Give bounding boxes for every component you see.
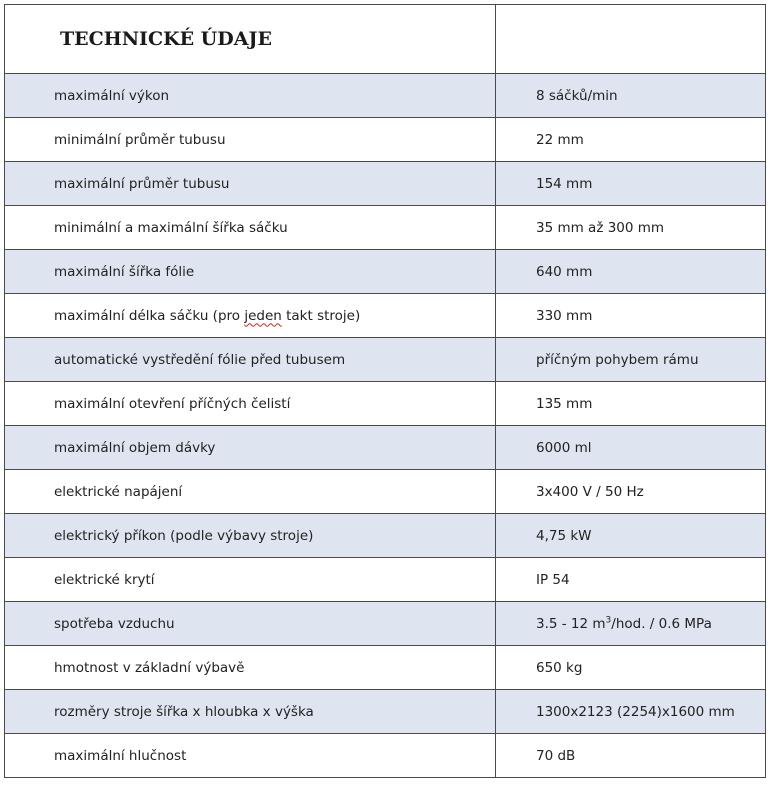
spec-value: 35 mm až 300 mm: [496, 206, 766, 250]
spec-value: 640 mm: [496, 250, 766, 294]
table-row: [5, 338, 766, 382]
spec-label-part: takt stroje): [281, 307, 361, 324]
table-row: [5, 514, 766, 558]
spec-value: 8 sáčků/min: [496, 74, 766, 118]
spec-label: minimální a maximální šířka sáčku: [5, 206, 496, 250]
table-row: [5, 646, 766, 690]
superscript: 3: [605, 615, 612, 625]
spec-label: rozměry stroje šířka x hloubka x výška: [5, 690, 496, 734]
spec-label-part: maximální délka sáčku (pro: [54, 307, 245, 324]
spec-label: maximální výkon: [5, 74, 496, 118]
spec-label: spotřeba vzduchu: [5, 602, 496, 646]
table-row: [5, 206, 766, 250]
spec-value: 330 mm: [496, 294, 766, 338]
spec-label: maximální otevření příčných čelistí: [5, 382, 496, 426]
spec-value: 135 mm: [496, 382, 766, 426]
table-row: [5, 602, 766, 646]
table-row: [5, 734, 766, 778]
table-row: [5, 250, 766, 294]
spec-label: hmotnost v základní výbavě: [5, 646, 496, 690]
table-row: [5, 162, 766, 206]
technical-specs-table: [4, 4, 766, 778]
spec-value: 70 dB: [496, 734, 766, 778]
spec-label: [5, 294, 496, 338]
header-empty-cell: [496, 5, 766, 74]
spec-label: elektrické krytí: [5, 558, 496, 602]
spec-label: elektrický příkon (podle výbavy stroje): [5, 514, 496, 558]
table-row: [5, 470, 766, 514]
table-header-row: [5, 5, 766, 74]
spec-value: 22 mm: [496, 118, 766, 162]
spec-value: 4,75 kW: [496, 514, 766, 558]
spec-value: 6000 ml: [496, 426, 766, 470]
spec-value: IP 54: [496, 558, 766, 602]
table-row: [5, 558, 766, 602]
spec-value-part: 3.5 - 12 m: [536, 615, 606, 632]
spec-label: elektrické napájení: [5, 470, 496, 514]
spec-value-part: /hod. / 0.6 MPa: [611, 615, 712, 632]
spec-label: automatické vystředění fólie před tubusem: [5, 338, 496, 382]
spec-label: minimální průměr tubusu: [5, 118, 496, 162]
spec-value: 650 kg: [496, 646, 766, 690]
table-row: [5, 118, 766, 162]
spec-value: [496, 602, 766, 646]
spec-value: příčným pohybem rámu: [496, 338, 766, 382]
spec-label: maximální šířka fólie: [5, 250, 496, 294]
spec-value: 3x400 V / 50 Hz: [496, 470, 766, 514]
spec-label: maximální hlučnost: [5, 734, 496, 778]
spec-label: maximální objem dávky: [5, 426, 496, 470]
spec-value: 1300x2123 (2254)x1600 mm: [496, 690, 766, 734]
table-row: [5, 382, 766, 426]
table-row: [5, 74, 766, 118]
table-row: [5, 690, 766, 734]
spellcheck-flagged-word: jeden: [244, 307, 282, 324]
spec-label: maximální průměr tubusu: [5, 162, 496, 206]
table-row: [5, 294, 766, 338]
table-row: [5, 426, 766, 470]
spec-value: 154 mm: [496, 162, 766, 206]
table-title: TECHNICKÉ ÚDAJE: [5, 5, 496, 74]
